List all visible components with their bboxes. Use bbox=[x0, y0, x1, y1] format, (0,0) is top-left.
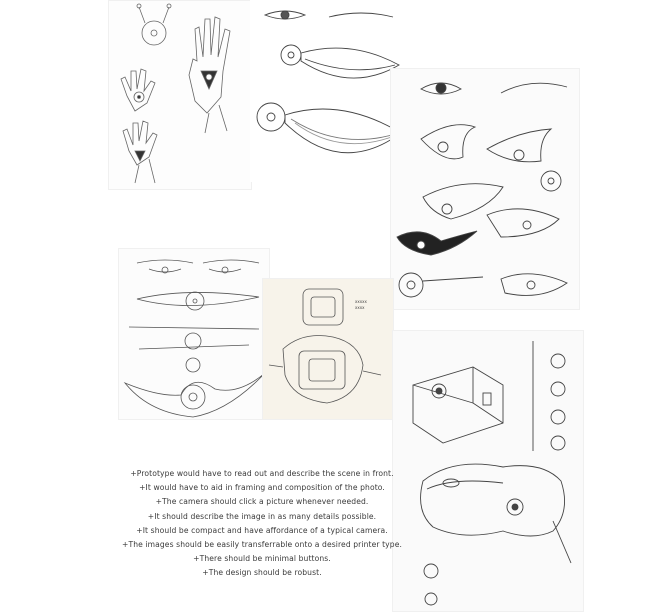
requirement-item: +The images should be easily transferrable onto a desired printer type. bbox=[122, 540, 402, 550]
eye-form-variations bbox=[390, 68, 580, 310]
eye-sketch-icon bbox=[251, 1, 401, 181]
eye-line-icon bbox=[119, 249, 269, 419]
camera-sketch-icon bbox=[393, 331, 583, 611]
hand-eye-sketches bbox=[108, 0, 252, 190]
frame-device-sketch bbox=[262, 278, 394, 420]
requirement-item: +Prototype would have to read out and describe the scene in front. bbox=[130, 469, 394, 478]
eye-variations-icon bbox=[391, 69, 579, 309]
requirement-item: +It should describe the image in as many details possible. bbox=[147, 511, 377, 521]
requirement-item: +It would have to aid in framing and composition of the photo. bbox=[139, 483, 385, 493]
eye-shape-sketches bbox=[250, 0, 402, 182]
camera-prototype-sketch bbox=[392, 330, 584, 612]
requirement-item: +It should be compact and have affordance of a typical camera. bbox=[136, 525, 388, 535]
frame-sketch-icon bbox=[263, 279, 393, 419]
requirement-item: +There should be minimal buttons. bbox=[193, 554, 331, 564]
requirement-item: +The camera should click a picture whenever needed. bbox=[155, 497, 369, 507]
eye-line-sketches bbox=[118, 248, 270, 420]
requirements-list bbox=[112, 467, 412, 581]
svg-text:xxxxx: xxxxx bbox=[355, 299, 367, 304]
requirement-item: +The design should be robust. bbox=[202, 568, 322, 578]
hand-sketch-icon bbox=[109, 1, 251, 189]
svg-text:xxxx: xxxx bbox=[355, 305, 365, 310]
